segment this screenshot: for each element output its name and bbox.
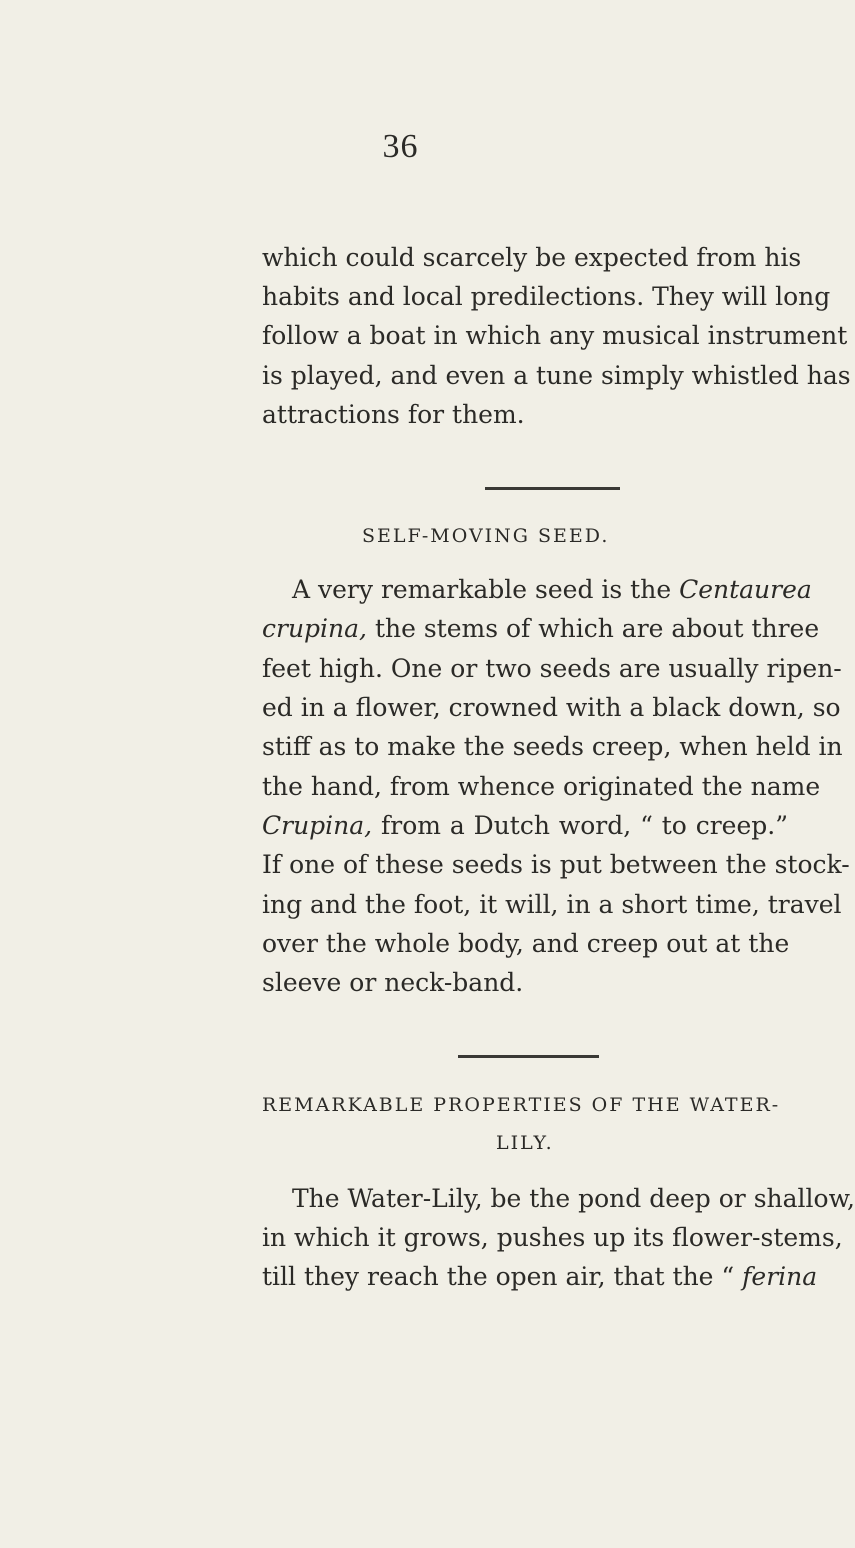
page-number: 36 [382,128,419,165]
text-line: which could scarcely be expected from his [262,243,802,272]
text-line: The Water-Lily, be the pond deep or shallow, [292,1184,855,1213]
text-line: sleeve or neck-band. [262,968,524,997]
section-heading-continued: LILY. [496,1132,554,1154]
italic-term: crupina, [262,614,368,643]
text-segment: till they reach the open air, that the “ [262,1262,743,1291]
text-line: If one of these seeds is put between the stock- [262,850,850,879]
text-segment: A very remarkable seed is the [292,575,680,604]
text-line: ed in a flower, crowned with a black down, so [262,693,841,722]
text-segment: from a Dutch word, “ to creep.” [372,811,788,840]
text-line: ing and the foot, it will, in a short time, travel [262,890,842,919]
text-line: habits and local predilections. They will long [262,282,831,311]
section-heading: REMARKABLE PROPERTIES OF THE WATER- [262,1094,781,1116]
text-line: feet high. One or two seeds are usually ripen- [262,654,842,683]
text-line [262,811,788,841]
text-line: in which it grows, pushes up its flower-stems, [262,1223,843,1252]
text-line [262,1262,818,1292]
text-line [262,614,820,644]
section-divider [485,487,620,490]
text-line [292,575,812,605]
italic-term: Crupina, [262,811,373,840]
text-line: is played, and even a tune simply whistled has [262,361,851,390]
text-line: attractions for them. [262,400,525,429]
italic-term: ferina [742,1262,818,1291]
section-divider [458,1055,599,1058]
text-line: over the whole body, and creep out at the [262,929,790,958]
section-heading: SELF-MOVING SEED. [362,525,610,547]
text-segment: the stems of which are about three [367,614,820,643]
text-line: the hand, from whence originated the name [262,772,821,801]
text-line: stiff as to make the seeds creep, when held in [262,732,843,761]
italic-term: Centaurea [679,575,812,604]
text-line: follow a boat in which any musical instrument [262,321,848,350]
